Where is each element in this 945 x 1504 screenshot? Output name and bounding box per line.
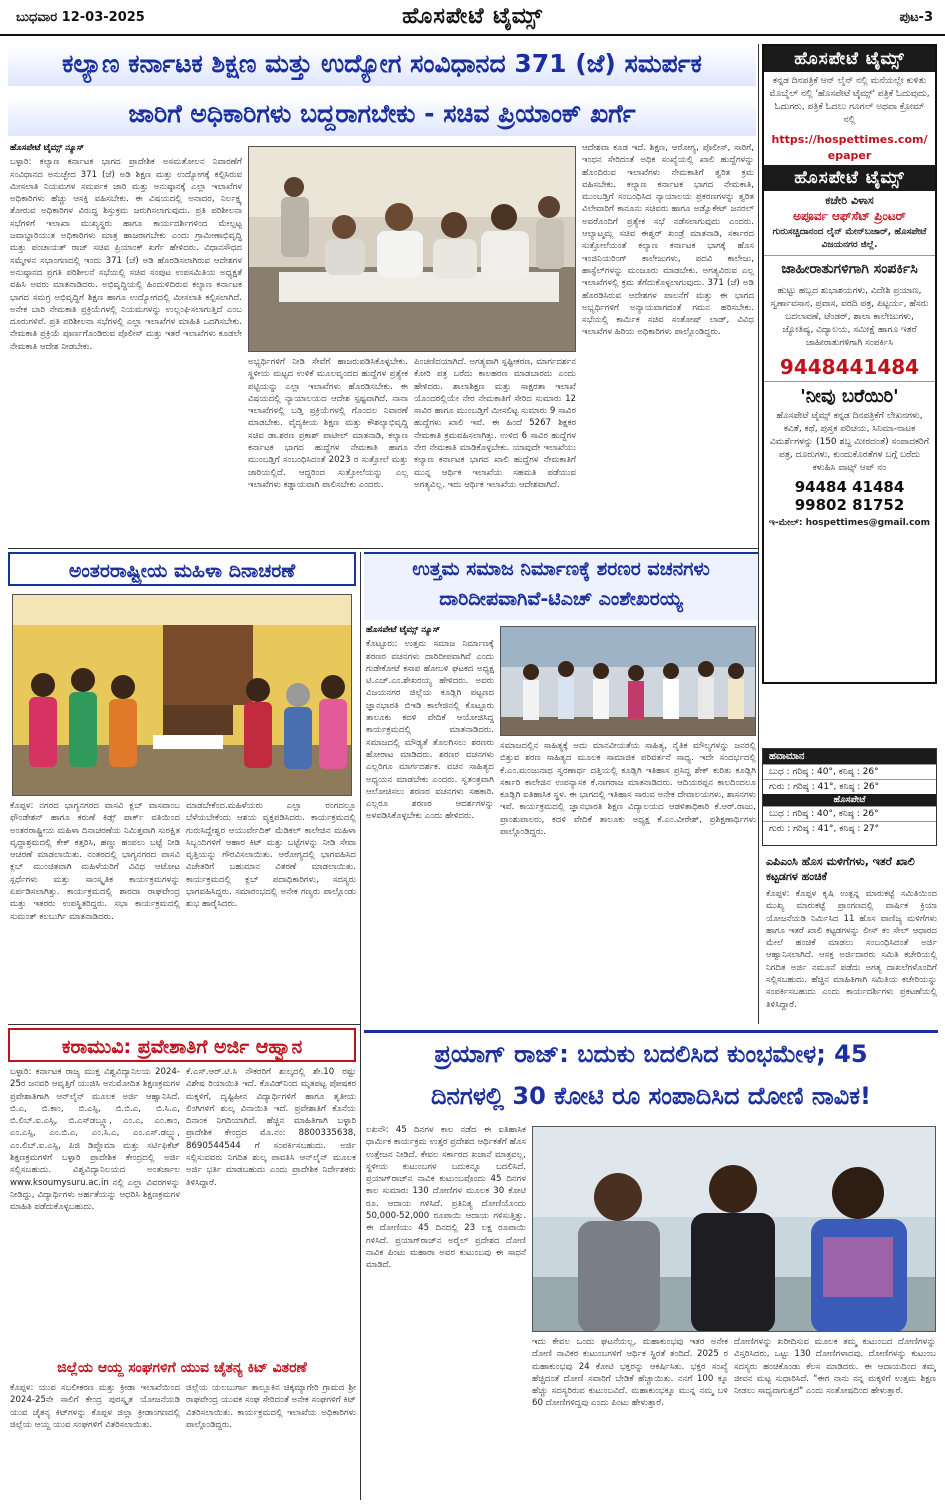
page-number: ಪುಟ-3 (899, 10, 933, 25)
sidebar-box (762, 44, 937, 684)
sharana-headline-1: ಉತ್ತಮ ಸಮಾಜ ನಿರ್ಮಾಣಕ್ಕೆ ಶರಣರ ವಚನಗಳು (412, 558, 710, 580)
sharana-photo-illustration (501, 627, 756, 736)
sharana-column-2: ಸಮಾಜದಲ್ಲಿನ ಸಾಹಿತ್ಯಕ್ಕೆ ಅದು ಮಾನವೀಯತೆಯ ಸಾಹಿತ್ಯ, ನೈತಿಕ ಮೌಲ್ಯಗಳನ್ನು ಜನರಲ್ಲಿ ಬಿತ್ತುವ ಶರಣ ಸಾಹಿತ್ಯದ ಮೂಲಕ ಸಾಮಾಜಿಕ ಪರಿವರ್ತನೆ ಸಾಧ್ಯ. ಇದೇ ಸಂದರ್ಭದಲ್ಲಿ ಕೆ.ಎಂ.ಮಂಜುನಾಥ ಸ್ವರಣಾರ್ಥ ದತ್ತಿಯಲ್ಲಿ ಕೂಡ್ಲಿಗಿ ಇತಿಹಾಸ ಪ್ರಸಿದ್ಧ ಶೇಕ್ ಕುರಿತು ಕೂಡ್ಲಿಗಿ ಸರ್ಕಾರಿ ಕಾಲೇಜಿನ ಉಪನ್ಯಾಸಕ ಕೆ.ನಾಗರಾಜ ಮಾತನಾಡಿದರು. ಆದಿಯರಪ್ಪನ ಕಾಲದಿಂದಲೂ ಕೂಡ್ಲಿಗಿ ಐತಿಹಾಸಿಕ ಸ್ಥಳ. ಈ ಭಾಗದಲ್ಲಿ ಇತಿಹಾಸ ಸಾರುವ ಅನೇಕ ದೇವಾಲಯಗಳು, ಶಾಸನಗಳು ಇವೆ. ಕಾರ್ಯಕ್ರಮದಲ್ಲಿ ಜ್ಞಾನಭಾರತಿ ಶಿಕ್ಷಣ ವಿದ್ಯಾಲಯದ ಆಡಳಿತಾಧಿಕಾರಿ ಕೆ.ಆರ್.ರಾಜು, ಪ್ರಾಂಶುಪಾಲರು, ಕದಳಿ ವೇದಿಕೆ ತಾಲೂಕು ಅಧ್ಯಕ್ಷ ಕೆ.ಎಂ.ವೀರೇಶ್, ಪ್ರಶಿಕ್ಷಣಾರ್ಥಿಗಳು ಪಾಲ್ಗೊಂಡಿದ್ದರು. (500, 741, 756, 838)
prayag-headline-2: ದಿನಗಳಲ್ಲಿ 30 ಕೋಟಿ ರೂ ಸಂಪಾದಿಸಿದ ದೋಣಿ ನಾವಿಕ! (431, 1082, 871, 1110)
whatsapp-phone-2: 99802 81752 (794, 496, 905, 514)
story1-col1-text: ಬಳ್ಳಾರಿ: ಕಲ್ಯಾಣ ಕರ್ನಾಟಕ ಭಾಗದ ಪ್ರಾದೇಶಿಕ ಅಸಮತೋಲನ ನಿವಾರಣೆಗೆ ಸಂವಿಧಾನದ ಅನುಚ್ಛೇದ 371 (ಜೆ) ಅಡಿ ಶಿಕ್ಷಣ ಮತ್ತು ಉದ್ಯೋಗಕ್ಕೆ ಕಲ್ಪಿಸಿರುವ ಮೀಸಲಾತಿ ನಿಯಮಗಳ ಸಮರ್ಪಕ ಜಾರಿ ಮತ್ತು ಅನುಷ್ಠಾನಕ್ಕೆ ಎಲ್ಲಾ ಇಲಾಖೆಗಳ ಅಧಿಕಾರಿಗಳು ಹೆಚ್ಚು ಆಸಕ್ತಿ ವಹಿಸಬೇಕು. ಈ ವಿಷಯದಲ್ಲಿ ಅನಾದರ, ನಿರ್ಲಕ್ಷ್ಯ ತೋರುವ ಅಧಿಕಾರಿಗಳ ವಿರುದ್ಧ ಶಿಸ್ತುಕ್ರಮ ಜರುಗಿಸಲಾಗುವುದು. ಪ್ರತಿ ಪರಿಶೀಲನಾ ಸಭೆಗಳಿಗೆ ಇಲಾಖಾ ಮುಖ್ಯಸ್ಥರು ಹಾಗೂ ಕಾರ್ಯದರ್ಶಿಗಳಿಂದ ಮೇಲ್ಪಟ್ಟ ಜವಾಬ್ದಾರಿಯುತ ಅಧಿಕಾರಿಗಳು ಮಾತ್ರ ಹಾಜರಾಗಬೇಕು ಎಂದು ಗ್ರಾಮೀಣಾಭಿವೃದ್ಧಿ ಮತ್ತು ಪಂಚಾಯತ್ ರಾಜ್ ಸಚಿವ ಪ್ರಿಯಾಂಕ್ ಖರ್ಗೆ ಹೇಳಿದರು. ವಿಧಾನಸೌಧದ ಸಮ್ಮೇಳನ ಸಭಾಂಗಣದಲ್ಲಿ ಇಂದು 371 (ಜೆ) ಅಡಿ ಹೊರಡಿಸಲಾಗಿರುವ ಆದೇಶಗಳ ಅನುಷ್ಠಾನದ ಪ್ರಗತಿ ಪರಿಶೀಲನೆ ಸಭೆಯಲ್ಲಿ ಸಚಿವ ಸಂಪುಟ ಉಪಸಮಿತಿಯ ಅಧ್ಯಕ್ಷತೆ ವಹಿಸಿ ಅವರು ಮಾತನಾಡಿದರು. ಅಭಿವೃದ್ಧಿಯಲ್ಲಿ ಹಿಂದುಳಿದಿರುವ ಕಲ್ಯಾಣ ಕರ್ನಾಟಕ ಭಾಗದ ಸಮಗ್ರ ಅಭಿವೃದ್ಧಿಗೆ ಶಿಕ್ಷಣ ಹಾಗೂ ಉದ್ಯೋಗದಲ್ಲಿ ಮೀಸಲಾತಿ ಕಲ್ಪಿಸಲಾಗಿದೆ. ಅನೇಕ ಬಾರಿ ನೇಮಕಾತಿ ಪ್ರಕ್ರಿಯೆಗಳಲ್ಲಿ ನಿಯಮಗಳನ್ನು ಉಲ್ಲಂಘಿಸಲಾಗುತ್ತಿದೆ ಎಂಬ ದೂರುಗಳಿವೆ. ಪ್ರತಿ ಪರಿಶೀಲನಾ ಸಭೆಗಳಲ್ಲಿ ಎಲ್ಲಾ ಇಲಾಖೆಗಳ ಮಾಹಿತಿ ಒದಗಿಸಬೇಕು. ನೇಮಕಾತಿ ಪ್ರಕ್ರಿಯೆ ಪೂರ್ಣಗೊಂಡಿರುವ ಪೊಲೀಸ್ ಮತ್ತು ಇತರೆ ಇಲಾಖೆಗಳು ಕೂಡಲೇ ನೇಮಕಾತಿ ಆದೇಶ ನೀಡಬೇಕು. (10, 157, 242, 352)
weather-box (762, 748, 937, 846)
weather-city: ಹೊಸಪೇಟೆ (763, 794, 936, 806)
sharana-headline-2: ದಾರಿದೀಪವಾಗಿವೆ-ಟಿಎಚ್ ಎಂಶೇಖರಯ್ಯ (439, 588, 683, 610)
story1-column-2: ಅಭ್ಯರ್ಥಿಗಳಿಗೆ ನೀಡಿ ಸೇವೆಗೆ ಹಾಜರುಪಡಿಸಿಕೊಳ್ಳಬೇಕು. ಸ್ಥಳೀಯ ಮಟ್ಟದ ಉಳಿಕೆ ಮೂಲವೃಂದದ ಹುದ್ದೆಗಳ ಪ್ರತ್ಯೇಕ ಪಟ್ಟಿಯನ್ನು ಎಲ್ಲಾ ಇಲಾಖೆಗಳು ಹೊರಡಿಸಬೇಕು. ಈ ವಿಷಯದಲ್ಲಿ ನ್ಯಾಯಾಲಯದ ಆದೇಶ ಸ್ಪಷ್ಟವಾಗಿದೆ. ನಾನಾ ಇಲಾಖೆಗಳಲ್ಲಿ ಬಡ್ತಿ ಪ್ರಕ್ರಿಯೆಗಳಲ್ಲಿ ಗೊಂದಲ ನಿವಾರಣೆ ಮಾಡಬೇಕು. ವೈದ್ಯಕೀಯ ಶಿಕ್ಷಣ ಮತ್ತು ಕೌಶಲ್ಯಾಭಿವೃದ್ಧಿ ಸಚಿವ ಡಾ.ಶರಣ ಪ್ರಕಾಶ್ ಪಾಟೀಲ್ ಮಾತನಾಡಿ, ಕಲ್ಯಾಣ ಕರ್ನಾಟಕ ಭಾಗದ ಹುದ್ದೆಗಳ ನೇಮಕಾತಿ ಹಾಗೂ ಮುಂಬಡ್ತಿಗೆ ಸಂಬಂಧಿಸಿದಂತೆ 2023 ರ ಸುತ್ತೋಲೆ ಮತ್ತು ಜಾರಿಯಲ್ಲಿದೆ. ಆದ್ದರಿಂದ ಸುತ್ತೋಲೆಯನ್ನು ಎಲ್ಲ ಇಲಾಖೆಗಳು ಕಡ್ಡಾಯವಾಗಿ ಪಾಲಿಸಬೇಕು ಎಂದರು. (248, 357, 408, 490)
weather-title: ಹವಾಮಾನ (763, 749, 936, 764)
story1-column-1 (10, 142, 242, 544)
karamuvi-column-1: ಬಳ್ಳಾರಿ: ಕರ್ನಾಟಕ ರಾಜ್ಯ ಮುಕ್ತ ವಿಶ್ವವಿದ್ಯಾನಿಲಯ 2024-25ರ ಜನವರಿ ಆವೃತ್ತಿಗೆ ಯುಜಿಸಿ ಅನುಮೋದಿತ ಶಿಕ್ಷಣಕ್ರಮಗಳ ಪ್ರವೇಶಾತಿಗಾಗಿ ಆನ್‌ಲೈನ್ ಮೂಲಕ ಅರ್ಜಿ ಆಹ್ವಾನಿಸಿದೆ. ಬಿ.ಎ, ಬಿ.ಕಾಂ, ಬಿ.ಎಸ್ಸಿ, ಬಿ.ಬಿ.ಎ, ಬಿ.ಸಿ.ಎ, ಬಿ.ಲಿಬ್.ಐ.ಎಸ್ಸಿ, ಬಿ.ಎಸ್‌ಡಬ್ಲ್ಯೂ, ಎಂ.ಎ, ಎಂ.ಕಾಂ, ಎಂ.ಎಸ್ಸಿ, ಎಂ.ಬಿ.ಎ, ಎಂ.ಸಿ.ಎ, ಎಂ.ಎಸ್.ಡಬ್ಲ್ಯು, ಎಂ.ಲಿಬ್.ಐ.ಎಸ್ಸಿ, ಪಿಜಿ ಡಿಪ್ಲೊಮಾ ಮತ್ತು ಸರ್ಟಿಫಿಕೆಟ್ ಶಿಕ್ಷಣಕ್ರಮಗಳಿಗೆ ಬಳ್ಳಾರಿ ಪ್ರಾದೇಶಿಕ ಕೇಂದ್ರದಲ್ಲಿ ಅರ್ಜಿ ಸಲ್ಲಿಸಬಹುದು. ವಿಶ್ವವಿದ್ಯಾನಿಲಯದ ಅಂತರ್ಜಾಲ www.ksoumysuru.ac.in ನಲ್ಲಿ ಎಲ್ಲಾ ವಿವರಗಳನ್ನು ನೀಡಿದ್ದು, ವಿದ್ಯಾರ್ಥಿಗಳು ಅರ್ಹತೆಯನ್ನು ಆಧರಿಸಿ ಶಿಕ್ಷಣಕ್ರಮಗಳ ಮಾಹಿತಿ ಪಡೆದುಕೊಳ್ಳಬಹುದು. (10, 1067, 180, 1213)
meeting-photo (248, 146, 576, 352)
prayag-column-1: ಲಖನೌ: 45 ದಿನಗಳ ಕಾಲ ನಡೆದ ಈ ಐತಿಹಾಸಿಕ ಧಾರ್ಮಿಕ ಕಾರ್ಯಕ್ರಮ ಉತ್ತರ ಪ್ರದೇಶದ ಆರ್ಥಿಕತೆಗೆ ಹೊಸ ಉತ್ತೇಜನ ನೀಡಿದೆ. ಕೇವಲ ಸರ್ಕಾರದ ಖಜಾನೆ ಮಾತ್ರವಲ್ಲ, ಸ್ಥಳೀಯ ಕುಟುಂಬಗಳ ಬದುಕನ್ನೂ ಬದಲಿಸಿದೆ. ಪ್ರಯಾಗ್‌ರಾಜ್‌ನ ನಾವಿಕ ಕುಟುಂಬವೊಂದು 45 ದಿನಗಳ ಕಾಲ ಸುಮಾರು 130 ದೋಣಿಗಳ ಮೂಲಕ 30 ಕೋಟಿ ರೂ. ಆದಾಯ ಗಳಿಸಿದೆ. ಪ್ರತಿನಿತ್ಯ ದೋಣಿಯೊಂದು 50,000-52,000 ರೂಪಾಯಿ ಆದಾಯ ಗಳಿಸುತ್ತಿತ್ತು. ಈ ದೋಣಿಯು 45 ದಿನದಲ್ಲಿ 23 ಲಕ್ಷ ರೂಪಾಯಿ ಗಳಿಸಿದೆ. ಪ್ರಯಾಗ್‌ರಾಜ್‌ನ ಅರೈಲ್ ಪ್ರದೇಶದ ದೋಣಿ ನಾವಿಕ ಪಿಂಟು ಮಹಾರಾ ಅವರ ಕುಟುಂಬವು ಈ ಸಾಧನೆ ಮಾಡಿದೆ. (366, 1125, 526, 1271)
sharana-byline: ಹೊಸಪೇಟೆ ಟೈಮ್ಸ್ ನ್ಯೂಸ್ (366, 625, 441, 635)
epaper-label[interactable]: epaper (827, 149, 872, 162)
ads-body: ಹುಟ್ಟು ಹಬ್ಬದ ಶುಭಾಶಯಗಳು, ವಿದೇಶಿ ಪ್ರಯಾಣ, ಸ್ವರ್ಣಾವಸಾನ, ಪ್ರವಾಸ, ವರದಿ ಪತ್ರ, ಪಿಟ್ಟರ್ಯ, ಹೆಸರು ಬದಲಾವಣೆ, ಟೆಂಡರ್, ಶಾಲಾ ಕಾಲೇಜುಗಳು, ಜ್ಯೋತಿಷ್ಯ, ವಿದ್ಯಾಲಯ, ಸಮೀಕ್ಷೆ ಹಾಗೂ ಇತರೆ ಜಾಹೀರಾತುಗಳಿಗಾಗಿ ಸಂಪರ್ಕಿಸಿ (770, 286, 929, 348)
prayag-photo (532, 1126, 936, 1332)
prayag-headline-1: ಪ್ರಯಾಗ್ ರಾಜ್: ಬದುಕು ಬದಲಿಸಿದ ಕುಂಭಮೇಳ; 45 (434, 1040, 868, 1068)
apmc-body: ಕೊಪ್ಪಳ: ಕೊಪ್ಪಳ ಕೃಷಿ ಉತ್ಪನ್ನ ಮಾರುಕಟ್ಟೆ ಸಮಿತಿಯಿಂದ ಮುಖ್ಯ ಮಾರುಕಟ್ಟೆ ಪ್ರಾಂಗಣದಲ್ಲಿ ವಾರ್ಷಿಕ ಕ್ರಿಯಾ ಯೋಜನೆಯಡಿ ನಿರ್ಮಿಸಿದ 11 ಹೊಸ ವಾಣಿಜ್ಯ ಮಳಿಗೆಗಳು ಹಾಗೂ ಇತರೆ ಖಾಲಿ ಕಟ್ಟಡಗಳನ್ನು ಲೀಸ್ ಕಂ ಸೇಲ್ ಆಧಾರದ ಮೇಲೆ ಹಂಚಿಕೆ ಮಾಡಲು ಸಂಬಂಧಿಸಿದಂತೆ ಅರ್ಜಿ ಆಹ್ವಾನಿಸಲಾಗಿದೆ. ಆಸಕ್ತ ಅರ್ಜಿದಾರರು ಸಮಿತಿ ಕಚೇರಿಯಲ್ಲಿ ನಿಗದಿತ ಅರ್ಜಿ ನಮೂನೆ ಪಡೆದು ಅಗತ್ಯ ದಾಖಲೆಗಳೊಂದಿಗೆ ಸಲ್ಲಿಸಬಹುದು. ಹೆಚ್ಚಿನ ಮಾಹಿತಿಗಾಗಿ ಸಮಿತಿಯ ಕಚೇರಿಯನ್ನು ಸಂಪರ್ಕಿಸಬಹುದು ಎಂದು ಕಾರ್ಯದರ್ಶಿಗಳು ಪ್ರಕಟಣೆಯಲ್ಲಿ ತಿಳಿಸಿದ್ದಾರೆ. (766, 889, 937, 1010)
write-body: ಹೊಸಪೇಟೆ ಟೈಮ್ಸ್ ಕನ್ನಡ ದಿನಪತ್ರಿಕೆಗೆ ಲೇಖನಗಳು, ಕವಿತೆ, ಕಥೆ, ಪುಸ್ತಕ ಪರಿಚಯ, ಸಿನಿಮಾ-ನಾಟಕ ವಿಮರ್ಶೆಗಳನ್ನು (150 ಶಬ್ದ ಮೀರದಂತೆ) ಸಂಪಾದಕರಿಗೆ ಪತ್ರ, ದೂರುಗಳು, ಕುಂದುಕೊರತೆಗಳ ಬಗ್ಗೆ ಬರೆದು ಕಳುಹಿಸಿ ವಾಟ್ಸ್ ಆಪ್ ನಂ (769, 411, 930, 473)
womens-day-column-1: ಕೊಪ್ಪಳ: ನಗರದ ಭಾಗ್ಯನಗರದ ವಾಸವಿ ಕ್ಲಬ್ ವಾಸವಾಂಬ ಫೌಂಡೇಶನ್ ಹಾಗೂ ಕರುಣೆ ಕಿಡ್ಸ್ ಪಾರ್ಕ್ ವತಿಯಿಂದ ಅಂತರರಾಷ್ಟ್ರೀಯ ಮಹಿಳಾ ದಿನಾಚರಣೆಯ ನಿಮಿತ್ತವಾಗಿ ಸುರಕ್ಷಿತ ವೃದ್ಧಾಶ್ರಮದಲ್ಲಿ ಕೇಕ್ ಕತ್ತರಿಸಿ, ಹಣ್ಣು ಹಂಪಲು ಬಟ್ಟೆ ನೀಡಿ ಆಚರಣೆ ಮಾಡಲಾಯಿತು. ನಂತರದಲ್ಲಿ ಭಾಗ್ಯನಗರದ ವಾಸವಿ ಕ್ಲಬ್ ಮುಂಚಿತವಾಗಿ ಮಹಿಳೆಯರಿಗೆ ವಿವಿಧ ಆಟೋಟ ಸ್ಪರ್ಧೆಗಳು ಮತ್ತು ಸಾಂಸ್ಕೃತಿಕ ಕಾರ್ಯಕ್ರಮಗಳನ್ನು ಏರ್ಪಡಿಸಲಾಗಿತ್ತು. ಕಾರ್ಯಕ್ರಮದಲ್ಲಿ ಶಾರದಾ ರಾಘವೇಂದ್ರ ಮತ್ತು ಇತರರು ಉಪಸ್ಥಿತರಿದ್ದರು. ಸಭಾ ಕಾರ್ಯಕ್ರಮದಲ್ಲಿ ಸುಮಂತ್ ಕಲಬುರ್ಗಿ ಮಾತನಾಡಿದರು. (10, 801, 180, 922)
womens-day-photo-illustration (13, 595, 352, 796)
meeting-photo-illustration (249, 147, 576, 352)
weather-row-2: ಗುರು : ಗರಿಷ್ಠ : 41°, ಕನಿಷ್ಠ : 26° (763, 779, 936, 794)
womens-day-column-2: ಮಾಡಬೇಕೆಂದ.ಮಹಿಳೆಯರು ಎಲ್ಲಾ ರಂಗದಲ್ಲೂ ಬೆಳೆಯಬೇಕೆಂದು ಆಶಯ ವ್ಯಕ್ತಪಡಿಸಿದರು. ಕಾರ್ಯಕ್ರಮದಲ್ಲಿ ಗುರುಸಿದ್ದೇಶ್ವರ ಆಯುರ್ವೇದಿಕ್ ಮೆಡಿಕಲ್ ಕಾಲೇಜಿನ ಮಹಿಳಾ ಸಿಬ್ಬಂದಿಗಳಿಗೆ ಆಹಾರ ಕಿಟ್ ಮತ್ತು ಬಟ್ಟೆಗಳನ್ನು ನೀಡಿ ಸೇವಾ ವೃತ್ತಿಯನ್ನು ಗೌರವಿಸಲಾಯಿತು. ಆರೋಗ್ಯದಲ್ಲಿ ಭಾಗವಹಿಸಿದ ವಿಜೇತರಿಗೆ ಬಹುಮಾನ ವಿತರಣೆ ಮಾಡಲಾಯಿತು. ಕಾರ್ಯಕ್ರಮದಲ್ಲಿ ಕ್ಲಬ್ ಪದಾಧಿಕಾರಿಗಳು, ಸದಸ್ಯರು ಭಾಗವಹಿಸಿದ್ದರು. ಸಮಾರಂಭದಲ್ಲಿ ಅನೇಕ ಗಣ್ಯರು ಪಾಲ್ಗೊಂಡು ಶುಭ ಹಾರೈಸಿದರು. (186, 801, 356, 910)
write-title: 'ನೀವು ಬರೆಯಿರಿ' (764, 381, 935, 407)
prayag-column-2: ಇದು ಕೇವಲ ಒಂದು ಘಟನೆಯಲ್ಲ, ಮಹಾಕುಂಭವು ಇತರ ಅನೇಕ ದೋಣಿ ನಾವಿಕರ ಕುಟುಂಬಗಳಿಗೆ ಆರ್ಥಿಕ ಸ್ಥಿರತೆ ತಂದಿದೆ. 2025 ರ ಮಹಾಕುಂಭವು 24 ಕೋಟಿ ಭಕ್ತರನ್ನು ಆಕರ್ಷಿಸಿತು. ಭಕ್ತರ ಸಂಖ್ಯೆ ಹೆಚ್ಚಿದಂತೆ ದೋಣಿ ಸವಾರಿಗೆ ಬೇಡಿಕೆ ಹೆಚ್ಚಾಯಿತು. ನನಗೆ 100 ಕ್ಕೂ ಹೆಚ್ಚು ಸದಸ್ಯರಿರುವ ಕುಟುಂಬವಿದೆ. ಮಹಾಕುಂಭಕ್ಕೂ ಮುನ್ನ ನಮ್ಮ ಬಳಿ 60 ದೋಣಿಗಳಿದ್ದವು ಎಂದು ಪಿಂಟು ಹೇಳುತ್ತಾರೆ. (532, 1337, 728, 1409)
apmc-headline: ಎಪಿಎಂಸಿ ಹೊಸ ಮಳಿಗೆಗಳು, ಇತರೆ ಖಾಲಿ ಕಟ್ಟಡಗಳ ಹಂಚಿಕೆ (766, 855, 915, 883)
youth-headline: ಜಿಲ್ಲೆಯ ಆಯ್ದ ಸಂಘಗಳಿಗೆ ಯುವ ಚೈತನ್ಯ ಕಿಟ್ ವಿತರಣೆ (57, 1360, 307, 1376)
sidebar-brand: ಹೊಸಪೇಟೆ ಟೈಮ್ಸ್ (764, 46, 935, 72)
weather-row-3: ಬುಧ : ಗರಿಷ್ಠ : 40°, ಕನಿಷ್ಠ : 26° (763, 806, 936, 821)
youth-column-2: ಜಿಲ್ಲೆಯ ಯಲಬುರ್ಗಾ ತಾಲ್ಲೂಕಿನ ಚಿಕ್ಕಮ್ಯಾಗೇರಿ ಗ್ರಾಮದ ಶ್ರೀ ರಾಘವೇಂದ್ರ ಯುವಕ ಸಂಘ ಸೇರಿದಂತೆ ಅನೇಕ ಸಂಘಗಳಿಗೆ ಕಿಟ್ ವಿತರಿಸಲಾಯಿತು. ಕಾರ್ಯಕ್ರಮದಲ್ಲಿ ಇಲಾಖೆಯ ಅಧಿಕಾರಿಗಳು ಪಾಲ್ಗೊಂಡಿದ್ದರು. (186, 1383, 356, 1430)
ads-title: ಜಾಹೀರಾತುಗಳಿಗಾಗಿ ಸಂಪರ್ಕಿಸಿ (764, 255, 935, 282)
sidebar-brand-2: ಹೊಸಪೇಟೆ ಟೈಮ್ಸ್ (764, 165, 935, 191)
whatsapp-phone-1: 94484 41484 (794, 478, 905, 496)
prayag-photo-illustration (533, 1127, 936, 1332)
printer-name: ಅಪೂರ್ವ ಆಫ್‌ಸೆಟ್ ಪ್ರಿಂಟರ್ (793, 209, 906, 223)
website-url[interactable]: https://hospettimes.com/ (771, 133, 928, 146)
story1-column-4: ಆದೇಶವಾ ಕೂಡ ಇದೆ. ಶಿಕ್ಷಣ, ಆರೋಗ್ಯ, ಪೊಲೀಸ್, ಸಾರಿಗೆ, ಇಂಧನ ಸೇರಿದಂತೆ ಅಧಿಕ ಸಂಖ್ಯೆಯಲ್ಲಿ ಖಾಲಿ ಹುದ್ದೆಗಳನ್ನು ಹೊಂದಿರುವ ಇಲಾಖೆಗಳು ನೇಮಕಾತಿಗೆ ತ್ವರಿತ ಕ್ರಮ ವಹಿಸಬೇಕು. ಕಲ್ಯಾಣ ಕರ್ನಾಟಕ ಭಾಗದ ನೇಮಕಾತಿ, ಮುಂಬಡ್ತಿಗೆ ಸಂಬಂಧಿಸಿದ ನ್ಯಾಯಾಲಯ ಪ್ರಕರಣಗಳನ್ನು ತ್ವರಿತ ವಿಲೇವಾರಿಗೆ ಕಾನೂನು ಸಚಿವರು ಹಾಗೂ ಅಡ್ವೊಕೇಟ್ ಜನರಲ್ ಅವರೊಂದಿಗೆ ಪ್ರತ್ಯೇಕ ಸಭೆ ನಡೆಸಲಾಗುವುದು ಎಂದರು. ಆಲ್ಯಾಟ್ಮಮ್ಲ ಸಚಿವ ಈಶ್ವರ್ ಖಂಡ್ರೆ ಮಾತನಾಡಿ, ಸರ್ಕಾರದ ಸುತ್ತೋಲೆಯಂತೆ ಕಲ್ಯಾಣ ಕರ್ನಾಟಕ ಭಾಗಕ್ಕೆ ಹೊಸ ಇಂಜಿನಿಯರಿಂಗ್ ಕಾಲೇಜುಗಳು, ಪದವಿ ಕಾಲೇಜು, ಹಾಸ್ಟೆಲ್‌ಗಳನ್ನು ಮಂಜೂರು ಮಾಡಬೇಕು. ಅಗತ್ಯವಿರುವ ಎಲ್ಲ ಇಲಾಖೆಗಳಲ್ಲಿ ಕ್ರಮ ತೆಗೆದುಕೊಳ್ಳಲಾಗುವುದು. 371 (ಜೆ) ಅಡಿ ಹೊರಡಿಸಿರುವ ಆದೇಶಗಳ ಪಾಲನೆಗೆ ಮತ್ತು ಈ ಭಾಗದ ಅಭ್ಯರ್ಥಿಗಳಿಗೆ ಅನ್ಯಾಯವಾಗದಂತೆ ಗಮನ ಹರಿಸಬೇಕು. ಸಭೆಯಲ್ಲಿ ಕಾರ್ಮಿಕ ಸಚಿವ ಸಂತೋಷ್ ಲಾಡ್, ವಿವಿಧ ಇಲಾಖೆಗಳ ಹಿರಿಯ ಅಧಿಕಾರಿಗಳು ಪಾಲ್ಗೊಂಡಿದ್ದರು. (582, 143, 754, 338)
sharana-photo (500, 626, 756, 736)
ads-phone: 9448441484 (779, 355, 920, 379)
newspaper-title: ಹೊಸಪೇಟೆ ಟೈಮ್ಸ್ (402, 4, 543, 29)
weather-row-1: ಬುಧ : ಗರಿಷ್ಠ : 40°, ಕನಿಷ್ಠ : 26° (763, 764, 936, 779)
story1-headline-1: ಕಲ್ಯಾಣ ಕರ್ನಾಟಕ ಶಿಕ್ಷಣ ಮತ್ತು ಉದ್ಯೋಗ ಸಂವಿಧಾನದ 371 (ಜೆ) ಸಮರ್ಪಕ (8, 46, 756, 86)
prayag-headline-box (364, 1030, 938, 1120)
sharana-col1-text: ಕೊಟ್ಟೂರು: ಉತ್ತಮ ಸಮಾಜ ನಿರ್ಮಾಣಕ್ಕೆ ಶರಣರ ವಚನಗಳು ದಾರಿದೀಪವಾಗಿವೆ ಎಂದು ಗುಡೇಕೋಟೆ ಕಸಾಪ ಹೋಬಳಿ ಘಟಕದ ಅಧ್ಯಕ್ಷ ಟಿ.ಎಚ್.ಎಂ.ಶೇಖರಯ್ಯ ಹೇಳಿದರು. ಅವರು ವಿಜಯನಗರ ಜಿಲ್ಲೆಯ ಕೂಡ್ಲಿಗಿ ಪಟ್ಟಣದ ಜ್ಞಾನಭಾರತಿ ಬಿಇಡಿ ಕಾಲೇಜಿನಲ್ಲಿ ಕೊಟ್ಟೂರು ತಾಲೂಕು ಕದಳಿ ವೇದಿಕೆ ಆಯೋಜಿಸಿದ್ದ ಕಾರ್ಯಕ್ರಮದಲ್ಲಿ ಮಾತನಾಡಿದರು. ಸಮಾಜದಲ್ಲಿ ಮೌಢ್ಯತೆ ತೊಲಗಿಸಲು ಶರಣರು ಹೋರಾಟ ಮಾಡಿದರು. ಶರಣರ ವಚನಗಳು ಎಲ್ಲರಿಗೂ ಮಾರ್ಗದರ್ಶಕ. ವಚನ ಸಾಹಿತ್ಯದ ಅಧ್ಯಯನ ಮಾಡಬೇಕು ಎಂದರು. ಸ್ವತಂತ್ರವಾಗಿ ಆಲೋಚಿಸಲು ಶರಣರ ವಚನಗಳು ಸಹಕಾರಿ. ಎಲ್ಲರೂ ಶರಣರ ಆದರ್ಶಗಳನ್ನು ಅಳವಡಿಸಿಕೊಳ್ಳಬೇಕು ಎಂದು ಹೇಳಿದರು. (366, 639, 494, 822)
youth-column-1: ಕೊಪ್ಪಳ: ಯುವ ಸಬಲೀಕರಣ ಮತ್ತು ಕ್ರೀಡಾ ಇಲಾಖೆಯಿಂದ 2024-25ನೇ ಸಾಲಿಗೆ ಕೇಂದ್ರ ಪುರಸ್ಕೃತ ಯೋಜನೆಯಡಿ ಯುವ ಚೈತನ್ಯ ಕಿಟ್‌ಗಳನ್ನು ಕೊಪ್ಪಳ ಜಿಲ್ಲಾ ಕ್ರೀಡಾಂಗಣದಲ್ಲಿ ಜಿಲ್ಲೆಯ ಆಯ್ದ ಯುವ ಸಂಘಗಳಿಗೆ ವಿತರಿಸಲಾಯಿತು. (10, 1383, 180, 1430)
karamuvi-column-2: ಕೆ.ಎಸ್.ಆರ್.ಟಿ.ಸಿ ನೌಕರರಿಗೆ ಶುಲ್ಕದಲ್ಲಿ ಶೇ.10 ರಷ್ಟು ವಿಶೇಷ ರಿಯಾಯಿತಿ ಇದೆ. ಕೊವಿಡ್‌ನಿಂದ ಮೃತಪಟ್ಟ ಪೋಷಕರ ಮಕ್ಕಳಿಗೆ, ದೃಷ್ಟಿಹೀನ ವಿದ್ಯಾರ್ಥಿಗಳಿಗೆ ಹಾಗೂ ತೃತೀಯ ಲಿಂಗಿಗಳಿಗೆ ಶುಲ್ಕ ವಿನಾಯಿತಿ ಇದೆ. ಪ್ರವೇಶಾತಿಗೆ ಕೊನೆಯ ದಿನಾಂಕ ನಿಗದಿಯಾಗಿದೆ. ಹೆಚ್ಚಿನ ಮಾಹಿತಿಗಾಗಿ ಬಳ್ಳಾರಿ ಪ್ರಾದೇಶಿಕ ಕೇಂದ್ರದ ಮೊ.ನಂ: 8800335638, 8690544544 ಗೆ ಸಂಪರ್ಕಿಸಬಹುದು. ಅರ್ಜಿ ಸಲ್ಲಿಸುವವರು ನಿಗದಿತ ಶುಲ್ಕ ಪಾವತಿಸಿ ಆನ್‌ಲೈನ್ ಮೂಲಕ ಅರ್ಜಿ ಭರ್ತಿ ಮಾಡಬಹುದು ಎಂದು ಪ್ರಾದೇಶಿಕ ನಿರ್ದೇಶಕರು ತಿಳಿಸಿದ್ದಾರೆ. (186, 1067, 356, 1188)
weather-row-4: ಗುರು : ಗರಿಷ್ಠ : 41°, ಕನಿಷ್ಠ : 27° (763, 821, 936, 836)
office-label: ಕಚೇರಿ ವಿಳಾಸ (825, 194, 874, 207)
sharana-headline-box (364, 552, 758, 620)
womens-day-headline: ಅಂತರರಾಷ್ಟ್ರೀಯ ಮಹಿಳಾ ದಿನಾಚರಣೆ (8, 552, 356, 586)
sidebar-intro: ಕನ್ನಡ ದಿನಪತ್ರಿಕೆ ಆನ್ ಲೈನ್ ನಲ್ಲಿ ಮನೆಯಲ್ಲೇ ಕುಳಿತು ಮೊಬೈಲ್ ನಲ್ಲಿ 'ಹೊಸಪೇಟೆ ಟೈಮ್ಸ್' ಪತ್ರಿಕೆ ಓದುವುದು, ಓದುಗರು, ಪತ್ರಿಕೆ ಓದಲು ಗೂಗಲ್ ಅಥವಾ ಕ್ರೋಮ್ ನಲ್ಲಿ (769, 76, 930, 125)
story1-column-3: ಪಿಂಚಣಿದಯಾಗಿದೆ. ಅಗತ್ಯವಾಗಿ ಸ್ಪಷ್ಟೀಕರಣ, ಮಾರ್ಗದರ್ಶನ ಕೋರಿ ಪತ್ರ ಬರೆದು ಕಾಲಹರಣ ಮಾಡಬಾರದು ಎಂದು ಹೇಳಿದರು. ಶಾಲಾಶಿಕ್ಷಣ ಮತ್ತು ಸಾಕ್ಷರತಾ ಇಲಾಖೆ ಯೊಂದರಲ್ಲಿಯೇ ನೇರ ನೇಮಕಾತಿಗೆ ಸೇರಿದ ಸುಮಾರು 12 ಸಾವಿರ ಹಾಗೂ ಮುಂಬಡ್ತಿಗೆ ಮೀಸಲಿಟ್ಟ ಸುಮಾರು 9 ಸಾವಿರ ಹುದ್ದೆಗಳು ಖಾಲಿ ಇವೆ. ಈ ಹಿಂದೆ 5267 ಶಿಕ್ಷಕರ ನೇಮಕಾತಿ ಕ್ರಮವಹಿಸಲಾಗಿತ್ತು. ಉಳಿದ 6 ಸಾವಿರ ಹುದ್ದೆಗಳ ನೇರ ನೇಮಕಾತಿ ಮಾಡಿಕೊಳ್ಳಬೇಕು. ಯಾವುದೇ ಇಲಾಖೆಯು ಕಲ್ಯಾಣ ಕರ್ನಾಟಕ ಭಾಗದ ಖಾಲಿ ಹುದ್ದೆಗಳ ನೇಮಕಾತಿಗೆ ಮುನ್ನ ಆರ್ಥಿಕ ಇಲಾಖೆಯ ಸಹಮತಿ ಪಡೆಯುವ ಅಗತ್ಯವಿಲ್ಲ. ಇದು ಆರ್ಥಿಕ ಇಲಾಖೆಯ ಆದೇಶವಾಗಿದೆ. (414, 357, 576, 490)
masthead (0, 0, 945, 36)
office-address: ಗುರುಸಚ್ಚಿದಾನಂದ ಲೈನ್ ಮೇನ್‌ಬಜಾರ್, ಹೊಸಪೇಟೆ ವಿಜಯನಗರ ಜಿಲ್ಲೆ. (772, 227, 927, 250)
sharana-column-1 (366, 624, 494, 1024)
womens-day-photo (12, 594, 352, 796)
story1-byline: ಹೊಸಪೇಟೆ ಟೈಮ್ಸ್ ನ್ಯೂಸ್ (10, 143, 85, 153)
divider-rule (8, 548, 758, 549)
divider-rule (758, 44, 759, 1024)
story1-headline-2: ಜಾರಿಗೆ ಅಧಿಕಾರಿಗಳು ಬದ್ದರಾಗಬೇಕು - ಸಚಿವ ಪ್ರಿಯಾಂಕ್ ಖರ್ಗೆ (8, 96, 756, 136)
contact-email: ಇ-ಮೇಲ್: hospettimes@gmail.com (769, 518, 930, 528)
divider-rule (8, 1024, 360, 1025)
issue-date: ಬುಧವಾರ 12-03-2025 (16, 10, 145, 25)
prayag-column-3: ದೋಣಿಗಳನ್ನು ಖರೀದಿಸುವ ಮೂಲಕ ತಮ್ಮ ಕುಟುಂಬದ ದೋಣಿಗಳನ್ನು ವಿಸ್ತರಿಸಿದರು, ಒಟ್ಟು 130 ದೋಣಿಗಳಾದವು. ದೋಣಿಗಳನ್ನು ಕುಟುಂಬ ಸದಸ್ಯರು ಹಂಚಿಕೊಂಡು ಕೆಲಸ ಮಾಡಿದರು. ಈ ಆದಾಯದಿಂದ ತಮ್ಮ ಜೀವನ ಮಟ್ಟ ಸುಧಾರಿಸಿದೆ. "ಈಗ ನಾನು ನನ್ನ ಮಕ್ಕಳಿಗೆ ಉತ್ತಮ ಶಿಕ್ಷಣ ನೀಡಲು ಸಾಧ್ಯವಾಗುತ್ತದೆ" ಎಂದು ಸಂತೋಷದಿಂದ ಹೇಳುತ್ತಾರೆ. (734, 1337, 936, 1397)
karamuvi-headline: ಕರಾಮುವಿ: ಪ್ರವೇಶಾತಿಗೆ ಅರ್ಜಿ ಆಹ್ವಾನ (8, 1028, 356, 1062)
divider-rule (360, 552, 361, 1500)
